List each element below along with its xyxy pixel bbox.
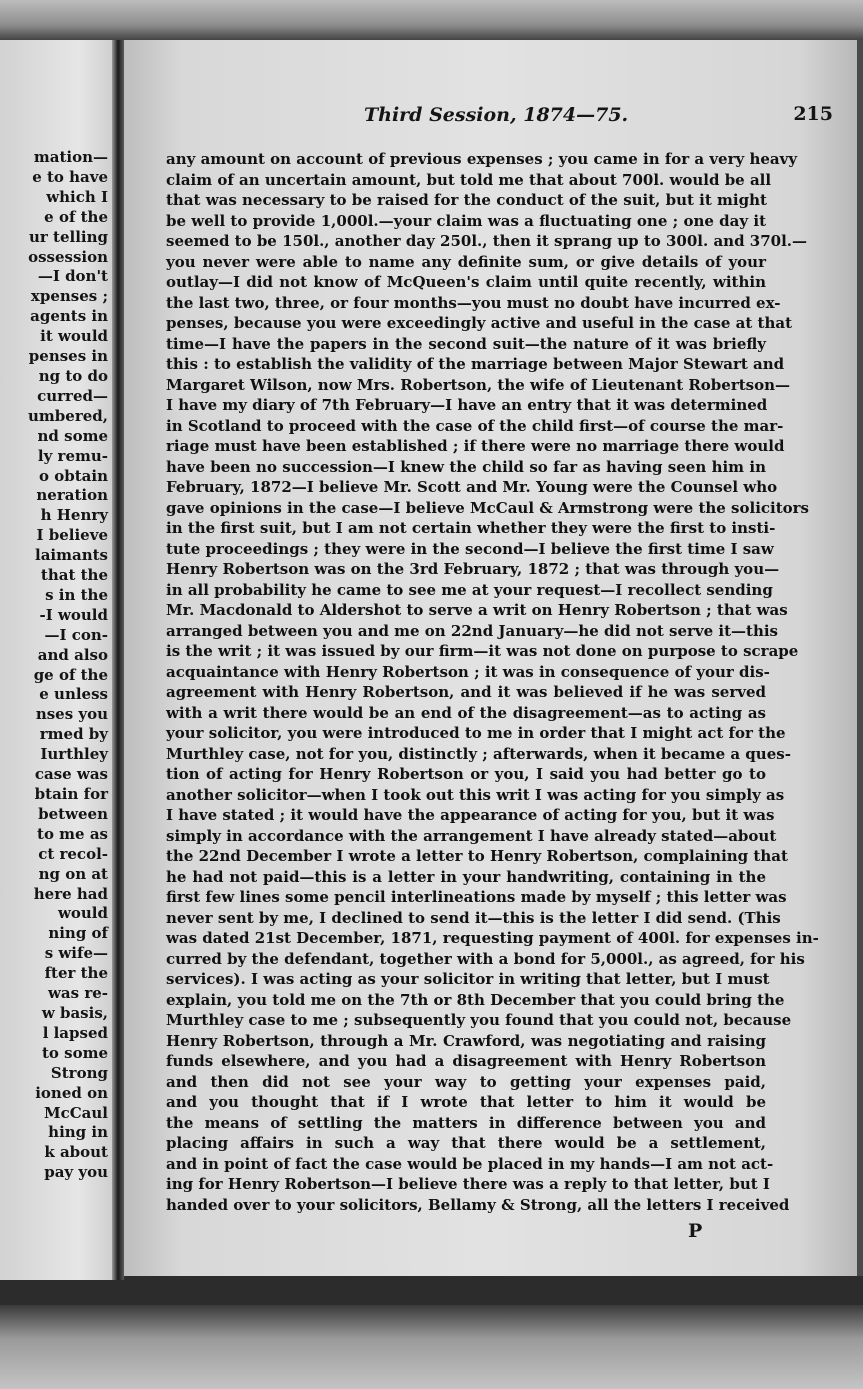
left-page-line: would — [57, 904, 108, 923]
left-page-line: case was — [34, 765, 108, 784]
body-line: explain, you told me on the 7th or 8th December that you could bring the — [166, 990, 785, 1009]
body-line: placing affairs in such a way that there would be a settlement, — [166, 1134, 766, 1152]
left-page-line: was re- — [48, 984, 108, 1003]
left-page-line: ossession — [28, 247, 108, 266]
left-page-line: hing in — [48, 1123, 108, 1142]
body-line: never sent by me, I declined to send it—this is the letter I did send. (This — [166, 908, 781, 927]
body-line: have been no succession—I knew the child so far as having seen him in — [166, 457, 766, 476]
body-line: and then did not see your way to getting your expenses paid, — [166, 1072, 766, 1091]
left-page-line: ly remu- — [37, 446, 108, 465]
body-line: I have stated ; it would have the appearance of acting for you, but it was — [166, 806, 775, 824]
body-line: first few lines some pencil interlineations made by myself ; this letter was — [166, 888, 787, 906]
left-page-line: h Henry — [40, 506, 108, 525]
body-line: Henry Robertson was on the 3rd February, 1872 ; that was through you— — [166, 560, 780, 578]
left-page-line: ning of — [48, 924, 108, 943]
left-page-line: and also — [37, 645, 108, 664]
left-page-line: laimants — [35, 546, 108, 565]
body-line: in all probability he came to see me at your request—I recollect sending — [166, 580, 773, 599]
body-line: he had not paid—this is a letter in your handwriting, containing in the — [166, 867, 766, 886]
body-line: funds elsewhere, and you had a disagreement with Henry Robertson — [166, 1052, 766, 1070]
left-page-line: ct recol- — [38, 844, 108, 863]
left-page-line: curred— — [37, 386, 108, 405]
body-line: handed over to your solicitors, Bellamy & Strong, all the letters I received — [166, 1195, 790, 1214]
body-line: agreement with Henry Robertson, and it was believed if he was served — [166, 683, 766, 701]
left-page-line: k about — [44, 1143, 108, 1162]
body-line: in Scotland to proceed with the case of the child first—of course the mar- — [166, 416, 784, 435]
body-line: the means of settling the matters in difference between you and — [166, 1113, 766, 1132]
scan-bottom-border — [0, 1305, 863, 1389]
left-page-line: nses you — [35, 705, 108, 724]
body-line: Murthley case to me ; subsequently you found that you could not, because — [166, 1011, 792, 1029]
body-line: seemed to be 150l., another day 250l., then it sprang up to 300l. and 370l.— — [166, 232, 808, 250]
left-page-line: ng to do — [38, 366, 108, 385]
left-page-line: that the — [40, 566, 108, 585]
left-page-line: it would — [40, 327, 108, 346]
left-page-line: agents in — [30, 307, 108, 326]
scan-top-border — [0, 0, 863, 42]
body-line: in the first suit, but I am not certain whether they were the first to insti- — [166, 519, 776, 537]
body-text — [166, 149, 819, 1215]
body-line: riage must have been established ; if there were no marriage there would — [166, 437, 785, 455]
left-page-line: -I would — [39, 605, 108, 624]
left-page-line: e unless — [39, 685, 108, 704]
left-page-line: I believe — [36, 526, 108, 545]
left-page-line: here had — [33, 884, 108, 903]
left-page-line: ur telling — [29, 227, 108, 246]
body-line: tion of acting for Henry Robertson or you, I said you had better go to — [166, 765, 766, 783]
left-page-line: between — [38, 804, 108, 823]
body-line: the last two, three, or four months—you must no doubt have incurred ex- — [166, 293, 781, 312]
left-page-line: ioned on — [35, 1083, 108, 1102]
body-line: Henry Robertson, through a Mr. Crawford, was negotiating and raising — [166, 1031, 766, 1050]
left-page-line: xpenses ; — [30, 287, 108, 306]
left-page-line: to me as — [37, 824, 108, 843]
left-page-line: penses in — [28, 347, 108, 366]
body-line: simply in accordance with the arrangement I have already stated—about — [166, 826, 777, 845]
body-line: time—I have the papers in the second suit—the nature of it was briefly — [166, 334, 766, 353]
body-line: tute proceedings ; they were in the second—I believe the first time I saw — [166, 539, 774, 558]
body-line: this : to establish the validity of the marriage between Major Stewart and — [166, 355, 785, 373]
left-page-line: rmed by — [39, 725, 108, 744]
left-page-line: ng on at — [38, 864, 108, 883]
left-page-line: o obtain — [39, 466, 108, 485]
left-page-line: which I — [46, 187, 108, 206]
running-head: Third Session, 1874—75. — [364, 104, 629, 126]
body-line: February, 1872—I believe Mr. Scott and Mr. Young were the Counsel who — [166, 478, 778, 496]
body-line: arranged between you and me on 22nd January—he did not serve it—this — [166, 621, 778, 640]
left-page-line: e of the — [44, 207, 108, 226]
left-page-line: w basis, — [41, 1003, 108, 1022]
body-line: services). I was acting as your solicitor in writing that letter, but I must — [166, 970, 770, 988]
body-line: curred by the defendant, together with a bond for 5,000l., as agreed, for his — [166, 949, 805, 968]
body-line: I have my diary of 7th February—I have an entry that it was determined — [166, 396, 768, 414]
body-line: any amount on account of previous expenses ; you came in for a very heavy — [166, 150, 798, 168]
left-page-text — [28, 148, 108, 1183]
left-page-line: umbered, — [28, 406, 108, 425]
body-line: acquaintance with Henry Robertson ; it was in consequence of your dis- — [166, 662, 770, 681]
signature-mark: P — [688, 1220, 703, 1242]
body-line: another solicitor—when I took out this writ I was acting for you simply as — [166, 785, 785, 804]
right-page — [124, 40, 857, 1276]
body-line: and in point of fact the case would be placed in my hands—I am not act- — [166, 1154, 774, 1173]
left-page-line: e to have — [32, 167, 108, 186]
body-line: and you thought that if I wrote that letter to him it would be — [166, 1093, 766, 1111]
body-line: ing for Henry Robertson—I believe there was a reply to that letter, but I — [166, 1175, 770, 1193]
left-page-line: Strong — [50, 1063, 108, 1082]
body-line: that was necessary to be raised for the conduct of the suit, but it might — [166, 191, 767, 209]
left-page-line: pay you — [44, 1163, 108, 1182]
body-line: outlay—I did not know of McQueen's claim until quite recently, within — [166, 273, 766, 291]
left-page-line: btain for — [34, 785, 108, 803]
left-page-line: —I con- — [44, 625, 108, 644]
left-page-line: mation— — [33, 148, 108, 166]
body-line: was dated 21st December, 1871, requesting payment of 400l. for expenses in- — [166, 929, 819, 947]
left-page-line: Iurthley — [40, 745, 108, 764]
body-line: gave opinions in the case—I believe McCaul & Armstrong were the solicitors — [166, 498, 810, 517]
left-page-line: McCaul — [44, 1103, 108, 1122]
body-line: you never were able to name any definite sum, or give details of your — [166, 252, 766, 271]
body-line: Mr. Macdonald to Aldershot to serve a writ on Henry Robertson ; that was — [166, 601, 788, 619]
body-line: is the writ ; it was issued by our firm—it was not done on purpose to scrape — [166, 642, 799, 660]
body-line: be well to provide 1,000l.—your claim was a fluctuating one ; one day it — [166, 211, 766, 230]
page-edge — [857, 40, 863, 1276]
book-gutter — [112, 40, 124, 1280]
page-number: 215 — [793, 103, 833, 125]
left-page-line: nd some — [37, 426, 108, 445]
body-line: claim of an uncertain amount, but told me that about 700l. would be all — [166, 170, 772, 189]
left-page — [0, 40, 112, 1280]
body-line: your solicitor, you were introduced to me in order that I might act for the — [166, 724, 786, 742]
body-line: Murthley case, not for you, distinctly ; afterwards, when it became a ques- — [166, 744, 791, 763]
left-page-line: s wife— — [44, 944, 108, 963]
body-line: Margaret Wilson, now Mrs. Robertson, the wife of Lieutenant Robertson— — [166, 375, 791, 394]
left-page-line: to some — [41, 1043, 108, 1062]
left-page-line: l lapsed — [42, 1023, 108, 1042]
body-line: with a writ there would be an end of the disagreement—as to acting as — [166, 703, 766, 722]
left-page-line: fter the — [44, 964, 108, 983]
body-line: the 22nd December I wrote a letter to Henry Robertson, complaining that — [166, 847, 788, 865]
body-line: penses, because you were exceedingly active and useful in the case at that — [166, 314, 793, 332]
left-page-line: neration — [36, 486, 108, 505]
left-page-line: s in the — [45, 585, 108, 604]
left-page-line: ge of the — [33, 665, 108, 684]
left-page-line: —I don't — [37, 267, 108, 286]
